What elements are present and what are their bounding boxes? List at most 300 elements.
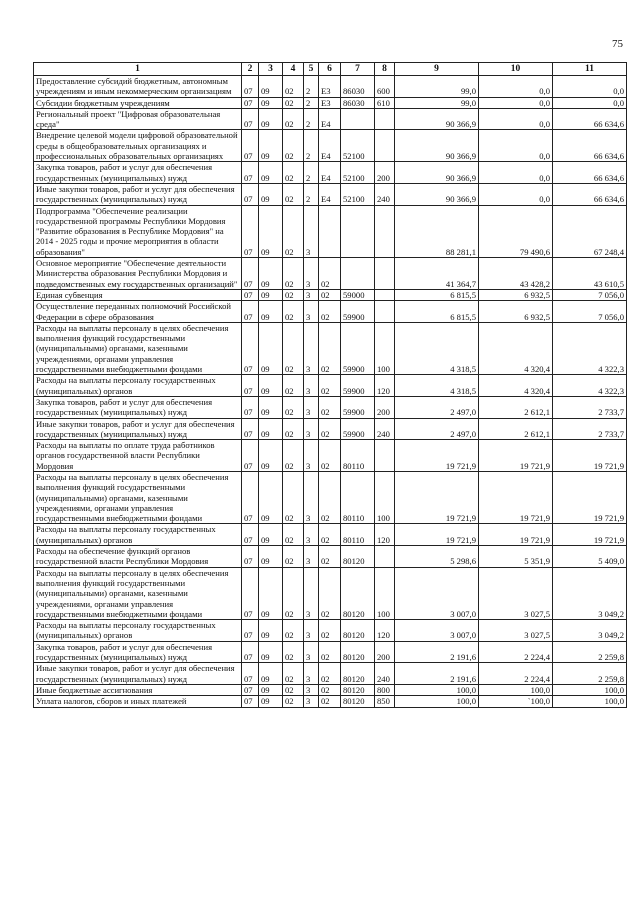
code-program: 02 xyxy=(283,546,304,568)
header-row xyxy=(34,63,627,76)
code-section: 07 xyxy=(242,375,259,397)
code-subprogram: 2 xyxy=(304,183,319,205)
row-description: Расходы на выплаты персоналу государственных (муниципальных) органов xyxy=(34,375,242,397)
code-subprogram: 3 xyxy=(304,524,319,546)
code-section: 07 xyxy=(242,205,259,257)
amount-col11: 2 733,7 xyxy=(553,396,627,418)
amount-col10: 2 224,4 xyxy=(479,641,553,663)
table-row xyxy=(34,162,627,184)
amount-col9: 19 721,9 xyxy=(395,524,479,546)
code-direction: 80120 xyxy=(341,567,375,619)
amount-col11: 5 409,0 xyxy=(553,546,627,568)
column-header: 2 xyxy=(242,63,259,76)
row-description: Предоставление субсидий бюджетным, автономным учреждениям и иным некоммерческим организациям xyxy=(34,76,242,98)
code-program: 02 xyxy=(283,524,304,546)
code-section: 07 xyxy=(242,258,259,290)
amount-col9: 19 721,9 xyxy=(395,471,479,523)
code-section: 07 xyxy=(242,130,259,162)
amount-col9: 4 318,5 xyxy=(395,375,479,397)
amount-col11: 100,0 xyxy=(553,684,627,695)
amount-col11: 3 049,2 xyxy=(553,620,627,642)
amount-col10: 5 351,9 xyxy=(479,546,553,568)
code-subprogram: 3 xyxy=(304,567,319,619)
code-expense-type xyxy=(375,289,395,300)
code-subsection: 09 xyxy=(259,418,283,440)
code-program: 02 xyxy=(283,76,304,98)
code-direction: 80120 xyxy=(341,696,375,707)
code-subsection: 09 xyxy=(259,641,283,663)
code-section: 07 xyxy=(242,183,259,205)
code-program: 02 xyxy=(283,696,304,707)
code-subprogram: 3 xyxy=(304,684,319,695)
row-description: Иные закупки товаров, работ и услуг для обеспечения государственных (муниципальных) нужд xyxy=(34,183,242,205)
table-row xyxy=(34,684,627,695)
code-subprogram: 3 xyxy=(304,375,319,397)
amount-col9: 3 007,0 xyxy=(395,620,479,642)
code-program: 02 xyxy=(283,396,304,418)
row-description: Закупка товаров, работ и услуг для обеспечения государственных (муниципальных) нужд xyxy=(34,396,242,418)
table-row xyxy=(34,322,627,374)
code-program: 02 xyxy=(283,620,304,642)
code-measure: 02 xyxy=(319,641,341,663)
code-direction: 59900 xyxy=(341,418,375,440)
code-subsection: 09 xyxy=(259,663,283,685)
code-subsection: 09 xyxy=(259,546,283,568)
amount-col10: 79 490,6 xyxy=(479,205,553,257)
amount-col11: 2 259,8 xyxy=(553,641,627,663)
code-subsection: 09 xyxy=(259,684,283,695)
code-section: 07 xyxy=(242,696,259,707)
code-subprogram: 3 xyxy=(304,620,319,642)
code-subprogram: 2 xyxy=(304,97,319,108)
row-description: Основное мероприятие "Обеспечение деятельности Министерства образования Республики Мордовия и подведомственных ему государственных организаций" xyxy=(34,258,242,290)
amount-col11: 3 049,2 xyxy=(553,567,627,619)
code-measure: 02 xyxy=(319,524,341,546)
code-program: 02 xyxy=(283,440,304,472)
amount-col9: 6 815,5 xyxy=(395,301,479,323)
code-subsection: 09 xyxy=(259,396,283,418)
row-description: Расходы на выплаты персоналу государственных (муниципальных) органов xyxy=(34,524,242,546)
code-section: 07 xyxy=(242,567,259,619)
code-measure: 02 xyxy=(319,620,341,642)
amount-col11: 7 056,0 xyxy=(553,301,627,323)
code-direction: 80120 xyxy=(341,546,375,568)
code-program: 02 xyxy=(283,183,304,205)
code-direction: 80120 xyxy=(341,641,375,663)
amount-col11: 19 721,9 xyxy=(553,440,627,472)
table-row xyxy=(34,76,627,98)
amount-col9: 2 497,0 xyxy=(395,396,479,418)
row-description: Закупка товаров, работ и услуг для обеспечения государственных (муниципальных) нужд xyxy=(34,162,242,184)
code-measure: 02 xyxy=(319,684,341,695)
code-measure: 02 xyxy=(319,663,341,685)
row-description: Расходы на выплаты персоналу в целях обеспечения выполнения функций государственными (муниципальными) органами, казенными учреждениями, органами управления государственными внебюджетными фондами xyxy=(34,567,242,619)
code-section: 07 xyxy=(242,301,259,323)
code-direction xyxy=(341,205,375,257)
code-section: 07 xyxy=(242,663,259,685)
amount-col10: `100,0 xyxy=(479,696,553,707)
code-program: 02 xyxy=(283,205,304,257)
code-expense-type xyxy=(375,301,395,323)
code-section: 07 xyxy=(242,322,259,374)
code-subsection: 09 xyxy=(259,620,283,642)
table-row xyxy=(34,375,627,397)
column-header: 4 xyxy=(283,63,304,76)
amount-col10: 2 612,1 xyxy=(479,396,553,418)
amount-col10: 6 932,5 xyxy=(479,289,553,300)
code-subsection: 09 xyxy=(259,524,283,546)
amount-col10: 2 224,4 xyxy=(479,663,553,685)
amount-col11: 2 733,7 xyxy=(553,418,627,440)
code-direction: 59900 xyxy=(341,396,375,418)
code-subprogram: 3 xyxy=(304,440,319,472)
code-subsection: 09 xyxy=(259,567,283,619)
column-header: 1 xyxy=(34,63,242,76)
column-header: 9 xyxy=(395,63,479,76)
row-description: Расходы на выплаты по оплате труда работников органов государственной власти Республики Мордовия xyxy=(34,440,242,472)
row-description: Расходы на обеспечение функций органов государственной власти Республики Мордовия xyxy=(34,546,242,568)
code-subsection: 09 xyxy=(259,289,283,300)
code-measure: 02 xyxy=(319,375,341,397)
code-expense-type xyxy=(375,205,395,257)
code-expense-type xyxy=(375,108,395,130)
table-row xyxy=(34,524,627,546)
code-expense-type: 100 xyxy=(375,471,395,523)
code-subsection: 09 xyxy=(259,108,283,130)
amount-col10: 4 320,4 xyxy=(479,375,553,397)
row-description: Закупка товаров, работ и услуг для обеспечения государственных (муниципальных) нужд xyxy=(34,641,242,663)
amount-col9: 5 298,6 xyxy=(395,546,479,568)
amount-col10: 4 320,4 xyxy=(479,322,553,374)
code-program: 02 xyxy=(283,97,304,108)
amount-col11: 7 056,0 xyxy=(553,289,627,300)
row-description: Иные закупки товаров, работ и услуг для обеспечения государственных (муниципальных) нужд xyxy=(34,663,242,685)
amount-col11: 66 634,6 xyxy=(553,108,627,130)
amount-col11: 43 610,5 xyxy=(553,258,627,290)
amount-col11: 0,0 xyxy=(553,76,627,98)
row-description: Осуществление переданных полномочий Российской Федерации в сфере образования xyxy=(34,301,242,323)
column-header: 3 xyxy=(259,63,283,76)
column-header: 6 xyxy=(319,63,341,76)
code-expense-type: 120 xyxy=(375,375,395,397)
code-direction: 80110 xyxy=(341,471,375,523)
column-header: 11 xyxy=(553,63,627,76)
amount-col9: 2 497,0 xyxy=(395,418,479,440)
table-row xyxy=(34,663,627,685)
code-measure: E4 xyxy=(319,108,341,130)
amount-col9: 19 721,9 xyxy=(395,440,479,472)
table-row xyxy=(34,108,627,130)
code-measure: 02 xyxy=(319,396,341,418)
amount-col9: 88 281,1 xyxy=(395,205,479,257)
code-section: 07 xyxy=(242,418,259,440)
code-subprogram: 2 xyxy=(304,76,319,98)
amount-col11: 0,0 xyxy=(553,97,627,108)
code-direction: 80120 xyxy=(341,620,375,642)
code-direction: 80110 xyxy=(341,440,375,472)
amount-col11: 4 322,3 xyxy=(553,375,627,397)
amount-col11: 100,0 xyxy=(553,696,627,707)
amount-col9: 99,0 xyxy=(395,76,479,98)
code-direction: 52100 xyxy=(341,183,375,205)
code-program: 02 xyxy=(283,641,304,663)
code-program: 02 xyxy=(283,663,304,685)
amount-col10: 0,0 xyxy=(479,162,553,184)
code-expense-type xyxy=(375,546,395,568)
code-program: 02 xyxy=(283,375,304,397)
amount-col10: 6 932,5 xyxy=(479,301,553,323)
code-subprogram: 3 xyxy=(304,546,319,568)
row-description: Иные закупки товаров, работ и услуг для обеспечения государственных (муниципальных) нужд xyxy=(34,418,242,440)
code-subprogram: 3 xyxy=(304,418,319,440)
code-measure: 02 xyxy=(319,696,341,707)
amount-col10: 0,0 xyxy=(479,76,553,98)
code-section: 07 xyxy=(242,546,259,568)
code-measure: 02 xyxy=(319,546,341,568)
table-row xyxy=(34,620,627,642)
amount-col9: 41 364,7 xyxy=(395,258,479,290)
code-measure: 02 xyxy=(319,567,341,619)
code-section: 07 xyxy=(242,289,259,300)
amount-col11: 67 248,4 xyxy=(553,205,627,257)
code-subsection: 09 xyxy=(259,696,283,707)
code-section: 07 xyxy=(242,76,259,98)
code-section: 07 xyxy=(242,108,259,130)
code-expense-type: 120 xyxy=(375,524,395,546)
amount-col10: 0,0 xyxy=(479,130,553,162)
code-measure: E3 xyxy=(319,97,341,108)
amount-col9: 90 366,9 xyxy=(395,162,479,184)
code-direction: 59900 xyxy=(341,375,375,397)
row-description: Расходы на выплаты персоналу в целях обеспечения выполнения функций государственными (муниципальными) органами, казенными учреждениями, органами управления государственными внебюджетными фондами xyxy=(34,471,242,523)
code-subprogram: 3 xyxy=(304,301,319,323)
amount-col9: 99,0 xyxy=(395,97,479,108)
code-expense-type: 200 xyxy=(375,641,395,663)
row-description: Уплата налогов, сборов и иных платежей xyxy=(34,696,242,707)
code-measure: E4 xyxy=(319,183,341,205)
code-measure: 02 xyxy=(319,301,341,323)
code-measure: 02 xyxy=(319,418,341,440)
page-number: 75 xyxy=(612,38,623,50)
code-expense-type: 800 xyxy=(375,684,395,695)
row-description: Расходы на выплаты персоналу в целях обеспечения выполнения функций государственными (муниципальными) органами, казенными учреждениями, органами управления государственными внебюджетными фондами xyxy=(34,322,242,374)
table-row xyxy=(34,546,627,568)
row-description: Внедрение целевой модели цифровой образовательной среды в общеобразовательных организациях и профессиональных образовательных организациях xyxy=(34,130,242,162)
amount-col9: 2 191,6 xyxy=(395,663,479,685)
amount-col11: 4 322,3 xyxy=(553,322,627,374)
table-row xyxy=(34,301,627,323)
amount-col10: 19 721,9 xyxy=(479,524,553,546)
code-measure xyxy=(319,205,341,257)
code-subprogram: 3 xyxy=(304,663,319,685)
code-program: 02 xyxy=(283,108,304,130)
code-direction: 52100 xyxy=(341,162,375,184)
code-subsection: 09 xyxy=(259,440,283,472)
row-description: Единая субвенция xyxy=(34,289,242,300)
table-row xyxy=(34,205,627,257)
code-section: 07 xyxy=(242,396,259,418)
code-direction: 80120 xyxy=(341,684,375,695)
code-expense-type xyxy=(375,440,395,472)
amount-col10: 43 428,2 xyxy=(479,258,553,290)
code-section: 07 xyxy=(242,471,259,523)
code-direction: 59900 xyxy=(341,322,375,374)
code-direction xyxy=(341,258,375,290)
code-expense-type: 600 xyxy=(375,76,395,98)
amount-col11: 19 721,9 xyxy=(553,471,627,523)
row-description: Региональный проект "Цифровая образовательная среда" xyxy=(34,108,242,130)
amount-col11: 19 721,9 xyxy=(553,524,627,546)
code-subprogram: 3 xyxy=(304,396,319,418)
code-expense-type: 240 xyxy=(375,663,395,685)
code-program: 02 xyxy=(283,258,304,290)
amount-col9: 100,0 xyxy=(395,696,479,707)
amount-col11: 66 634,6 xyxy=(553,130,627,162)
amount-col10: 3 027,5 xyxy=(479,567,553,619)
code-direction: 52100 xyxy=(341,130,375,162)
code-subprogram: 2 xyxy=(304,130,319,162)
amount-col11: 2 259,8 xyxy=(553,663,627,685)
amount-col10: 19 721,9 xyxy=(479,440,553,472)
table-row xyxy=(34,289,627,300)
code-section: 07 xyxy=(242,162,259,184)
code-direction: 86030 xyxy=(341,97,375,108)
code-direction: 59900 xyxy=(341,301,375,323)
code-expense-type: 200 xyxy=(375,396,395,418)
code-expense-type: 610 xyxy=(375,97,395,108)
amount-col9: 3 007,0 xyxy=(395,567,479,619)
column-header: 7 xyxy=(341,63,375,76)
code-section: 07 xyxy=(242,524,259,546)
code-program: 02 xyxy=(283,567,304,619)
amount-col10: 100,0 xyxy=(479,684,553,695)
code-subsection: 09 xyxy=(259,97,283,108)
column-header: 5 xyxy=(304,63,319,76)
amount-col10: 0,0 xyxy=(479,108,553,130)
code-section: 07 xyxy=(242,620,259,642)
code-program: 02 xyxy=(283,684,304,695)
code-measure: 02 xyxy=(319,322,341,374)
amount-col9: 2 191,6 xyxy=(395,641,479,663)
table-row xyxy=(34,567,627,619)
code-subprogram: 3 xyxy=(304,696,319,707)
code-expense-type: 120 xyxy=(375,620,395,642)
code-program: 02 xyxy=(283,289,304,300)
table-row xyxy=(34,396,627,418)
amount-col9: 100,0 xyxy=(395,684,479,695)
code-program: 02 xyxy=(283,322,304,374)
row-description: Подпрограмма "Обеспечение реализации государственной программы Республики Мордовия "Развитие образования в Республике Мордовия" на 2014 - 2025 годы и прочие мероприятия в области образования" xyxy=(34,205,242,257)
table-row xyxy=(34,696,627,707)
row-description: Иные бюджетные ассигнования xyxy=(34,684,242,695)
table-row xyxy=(34,97,627,108)
code-subsection: 09 xyxy=(259,183,283,205)
code-program: 02 xyxy=(283,418,304,440)
code-measure: E4 xyxy=(319,162,341,184)
code-subsection: 09 xyxy=(259,205,283,257)
row-description: Расходы на выплаты персоналу государственных (муниципальных) органов xyxy=(34,620,242,642)
code-subprogram: 2 xyxy=(304,108,319,130)
code-section: 07 xyxy=(242,440,259,472)
code-subsection: 09 xyxy=(259,162,283,184)
amount-col10: 0,0 xyxy=(479,97,553,108)
code-subprogram: 3 xyxy=(304,258,319,290)
table-row xyxy=(34,440,627,472)
code-measure: 02 xyxy=(319,289,341,300)
code-subprogram: 3 xyxy=(304,289,319,300)
table-row xyxy=(34,471,627,523)
code-subprogram: 2 xyxy=(304,162,319,184)
column-header: 10 xyxy=(479,63,553,76)
row-description: Субсидии бюджетным учреждениям xyxy=(34,97,242,108)
code-expense-type: 240 xyxy=(375,183,395,205)
code-section: 07 xyxy=(242,641,259,663)
code-subsection: 09 xyxy=(259,471,283,523)
amount-col11: 66 634,6 xyxy=(553,162,627,184)
code-section: 07 xyxy=(242,97,259,108)
amount-col9: 90 366,9 xyxy=(395,183,479,205)
code-expense-type: 100 xyxy=(375,567,395,619)
code-program: 02 xyxy=(283,130,304,162)
amount-col9: 6 815,5 xyxy=(395,289,479,300)
code-program: 02 xyxy=(283,162,304,184)
code-subsection: 09 xyxy=(259,375,283,397)
table-row xyxy=(34,183,627,205)
code-measure: E4 xyxy=(319,130,341,162)
code-subprogram: 3 xyxy=(304,471,319,523)
code-measure: 02 xyxy=(319,258,341,290)
code-subsection: 09 xyxy=(259,301,283,323)
code-expense-type xyxy=(375,258,395,290)
code-expense-type: 240 xyxy=(375,418,395,440)
code-expense-type: 850 xyxy=(375,696,395,707)
code-subsection: 09 xyxy=(259,322,283,374)
code-subprogram: 3 xyxy=(304,205,319,257)
amount-col10: 19 721,9 xyxy=(479,471,553,523)
code-measure: 02 xyxy=(319,440,341,472)
code-subsection: 09 xyxy=(259,76,283,98)
code-measure: E3 xyxy=(319,76,341,98)
amount-col9: 90 366,9 xyxy=(395,108,479,130)
budget-table xyxy=(33,62,627,708)
code-section: 07 xyxy=(242,684,259,695)
code-subprogram: 3 xyxy=(304,641,319,663)
code-direction xyxy=(341,108,375,130)
table-row xyxy=(34,641,627,663)
code-direction: 59000 xyxy=(341,289,375,300)
table-row xyxy=(34,130,627,162)
amount-col10: 0,0 xyxy=(479,183,553,205)
code-subprogram: 3 xyxy=(304,322,319,374)
code-program: 02 xyxy=(283,471,304,523)
code-direction: 80120 xyxy=(341,663,375,685)
code-subsection: 09 xyxy=(259,258,283,290)
code-expense-type: 100 xyxy=(375,322,395,374)
code-measure: 02 xyxy=(319,471,341,523)
code-expense-type: 200 xyxy=(375,162,395,184)
amount-col11: 66 634,6 xyxy=(553,183,627,205)
table-row xyxy=(34,258,627,290)
code-subsection: 09 xyxy=(259,130,283,162)
amount-col9: 90 366,9 xyxy=(395,130,479,162)
amount-col9: 4 318,5 xyxy=(395,322,479,374)
amount-col10: 2 612,1 xyxy=(479,418,553,440)
code-direction: 86030 xyxy=(341,76,375,98)
amount-col10: 3 027,5 xyxy=(479,620,553,642)
code-program: 02 xyxy=(283,301,304,323)
table-row xyxy=(34,418,627,440)
code-expense-type xyxy=(375,130,395,162)
